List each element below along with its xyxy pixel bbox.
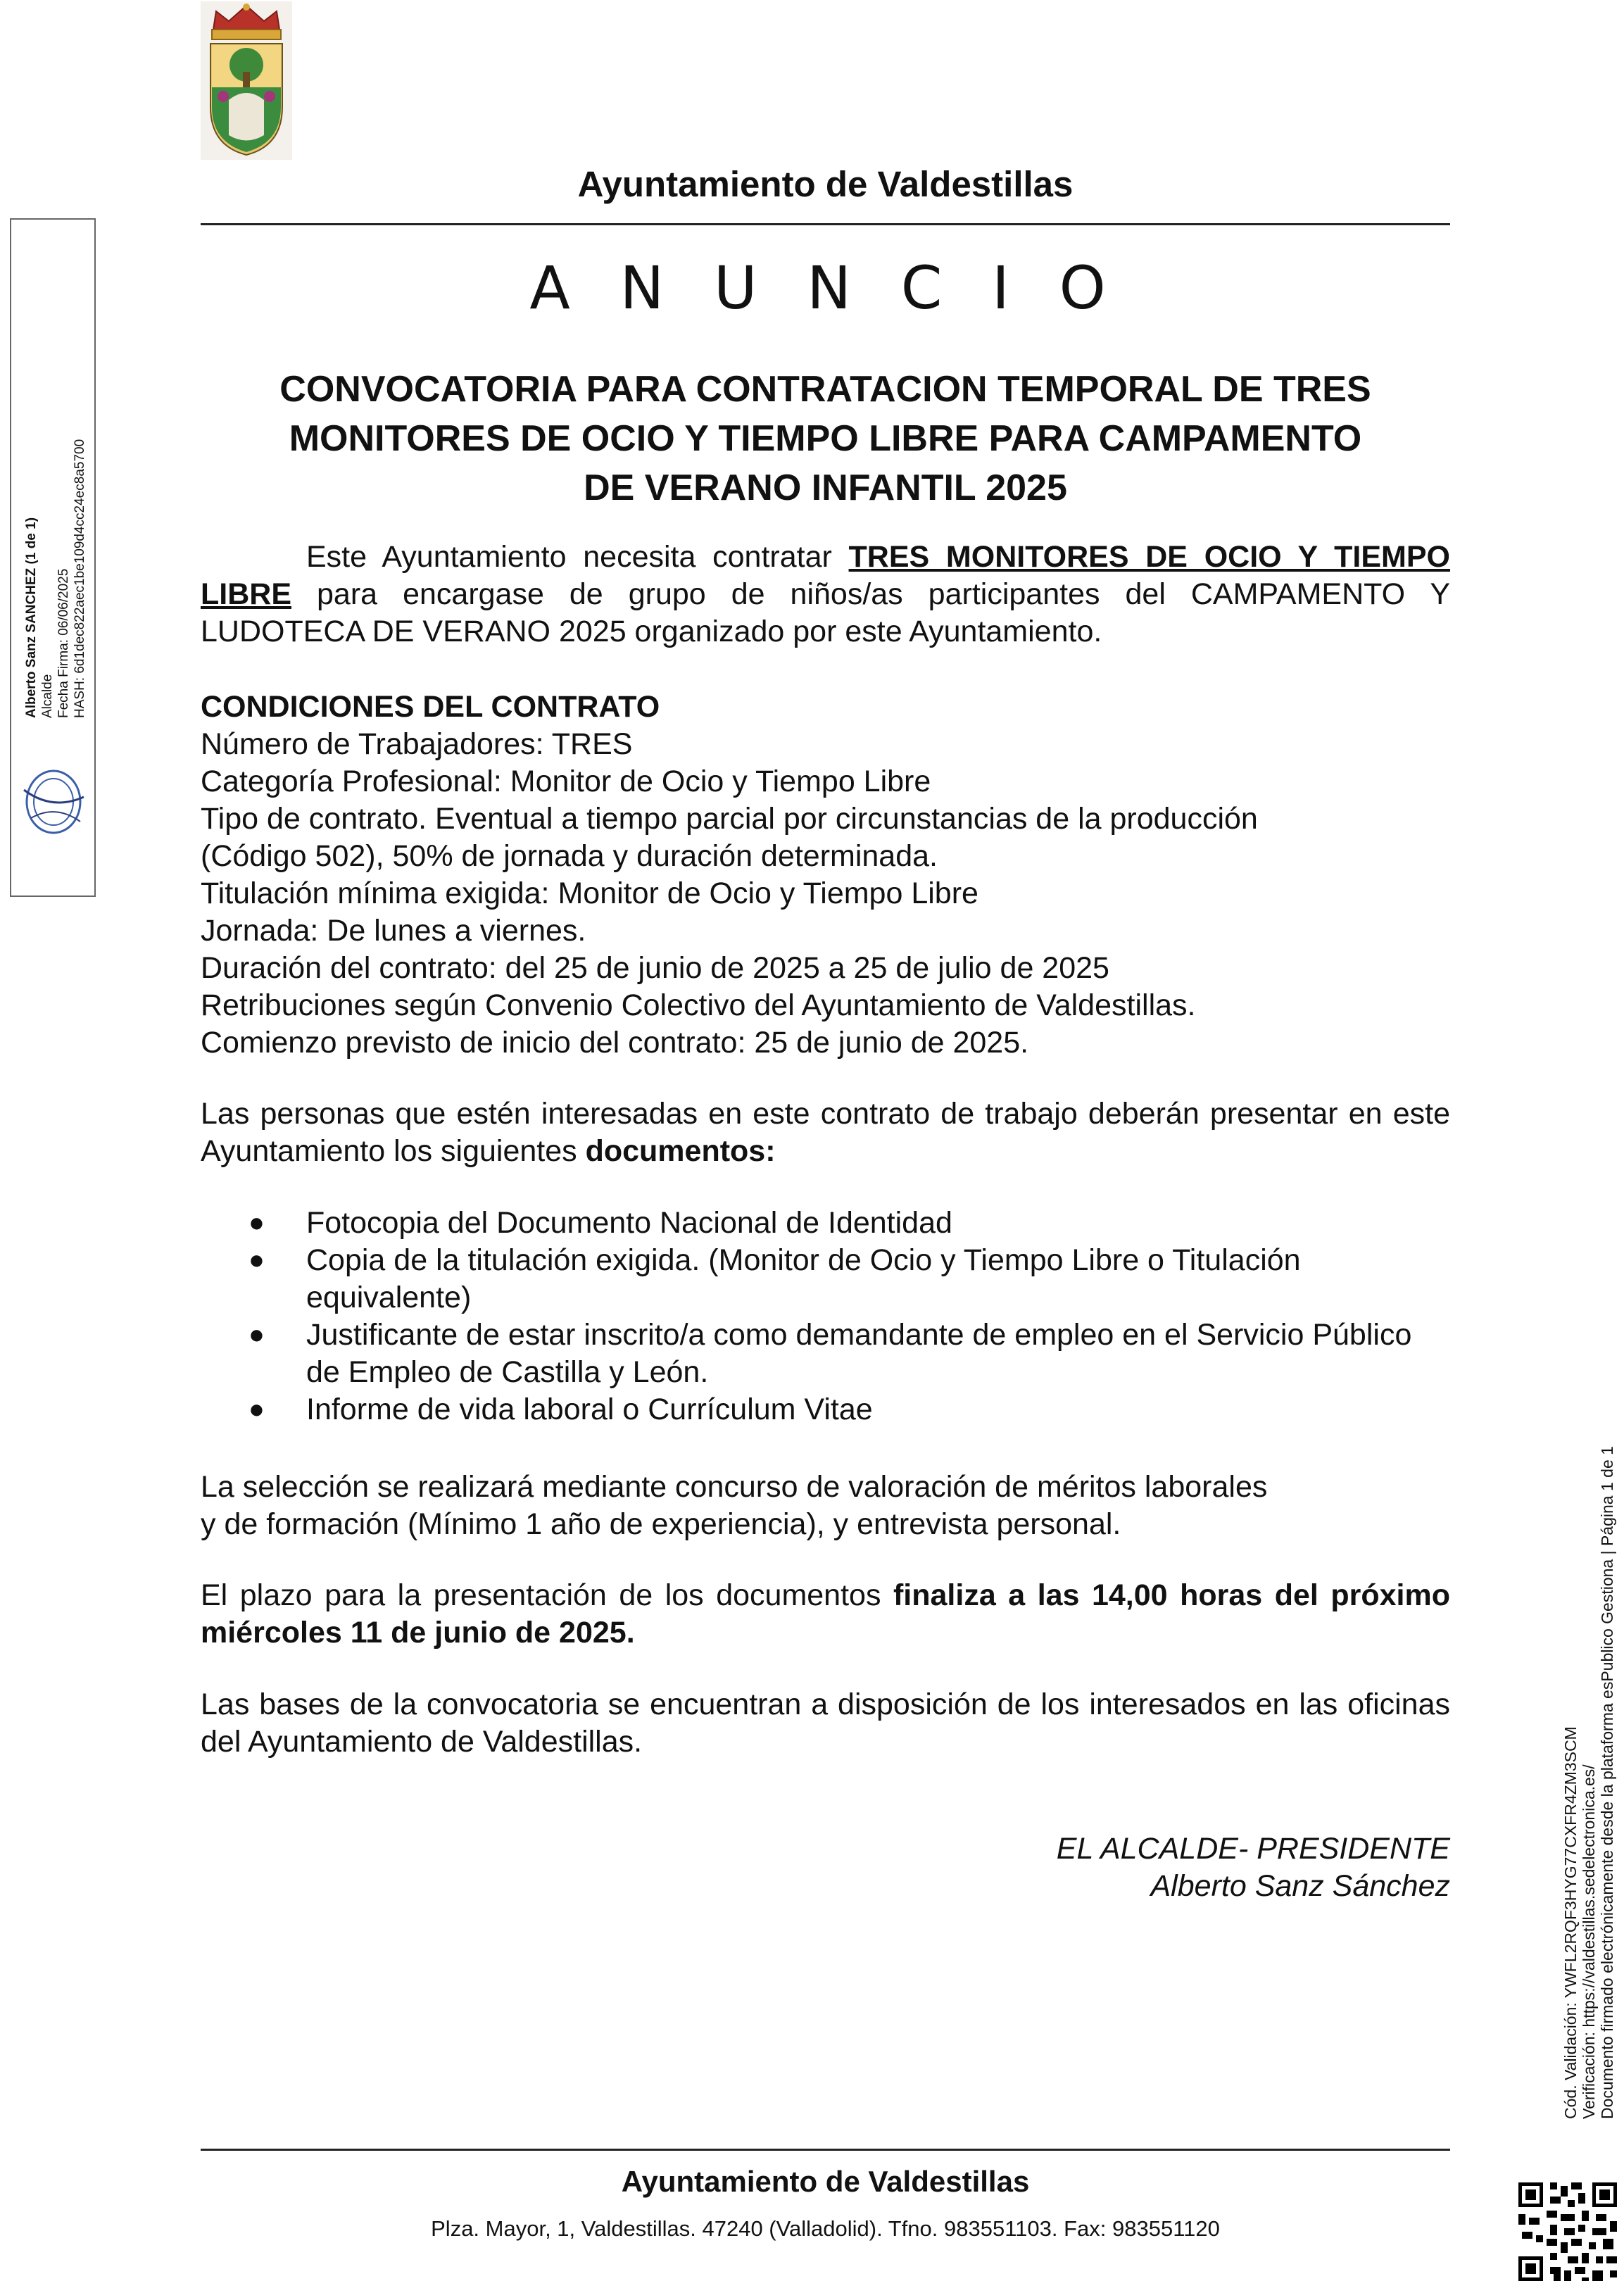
qr-code-icon [1518, 2182, 1617, 2281]
condition-line: Jornada: De lunes a viernes. [201, 914, 586, 948]
heading-line: DE VERANO INFANTIL 2025 [584, 467, 1067, 508]
contract-conditions [201, 689, 1450, 1062]
list-item: ● Fotocopia del Documento Nacional de Identidad [201, 1205, 1450, 1242]
condition-line: (Código 502), 50% de jornada y duración determinada. [201, 839, 938, 873]
signature-block [201, 1830, 1450, 1905]
condition-line: Número de Trabajadores: TRES [201, 727, 633, 761]
condition-line: Duración del contrato: del 25 de junio de 2025 a 25 de julio de 2025 [201, 951, 1109, 985]
condition-line: Categoría Profesional: Monitor de Ocio y Tiempo Libre [201, 765, 931, 798]
header-divider [201, 223, 1450, 225]
required-documents-list [201, 1205, 1450, 1428]
list-item: ● Informe de vida laboral o Currículum Vitae [201, 1391, 1450, 1428]
signer-role: EL ALCALDE- PRESIDENTE [1056, 1832, 1450, 1866]
footer-town: Ayuntamiento de Valdestillas [621, 2165, 1030, 2198]
position-highlight: TRES MONITORES DE OCIO Y TIEMPO LIBRE [201, 540, 1450, 611]
condition-line: Titulación mínima exigida: Monitor de Ocio y Tiempo Libre [201, 876, 978, 910]
condition-line: Tipo de contrato. Eventual a tiempo parcial por circunstancias de la producción [201, 802, 1258, 836]
seal-icon [17, 762, 87, 843]
condition-line: Comienzo previsto de inicio del contrato: 25 de junio de 2025. [201, 1026, 1029, 1060]
selection-paragraph: La selección se realizará mediante concurso de valoración de méritos laborales y de formación (Mínimo 1 año de experiencia), y entrevista personal. [201, 1470, 1268, 1541]
interested-paragraph [201, 1095, 1450, 1170]
announcement-title: A N U N C I O [529, 253, 1121, 322]
heading-line: MONITORES DE OCIO Y TIEMPO LIBRE PARA CAMPAMENTO [289, 418, 1362, 459]
signer-name: Alberto Sanz Sánchez [1150, 1869, 1450, 1903]
bullet-icon: ● [248, 1395, 265, 1424]
deadline-date: finaliza a las 14,00 horas del próximo miércoles 11 de junio de 2025. [201, 1578, 1450, 1650]
bullet-icon: ● [248, 1208, 265, 1238]
footer-address: Plza. Mayor, 1, Valdestillas. 47240 (Valladolid). Tfno. 983551103. Fax: 983551120 [431, 2216, 1220, 2241]
intro-text-end: para encargase de grupo de niños/as participantes del CAMPAMENTO Y LUDOTECA DE VERANO 2025 organizado por este Ayuntamiento. [201, 577, 1450, 648]
list-item: ● Copia de la titulación exigida. (Monitor de Ocio y Tiempo Libre o Titulación equivalente) [248, 1243, 1301, 1314]
validation-info: Cód. Validación: YWFL2RQF3HYG77CXFR4ZM3SCM Verificación: https://valdestillas.sedelectronica.es/ Documento firmado electrónicamente desde la plataforma esPublico Gestiona | Página 1 de 1 [1561, 1446, 1616, 2119]
bullet-icon: ● [248, 1245, 265, 1275]
footer-divider [201, 2149, 1450, 2151]
intro-text: Este Ayuntamiento necesita contratar [306, 540, 849, 574]
condition-line: Retribuciones según Convenio Colectivo del Ayuntamiento de Valdestillas. [201, 988, 1196, 1022]
intro-paragraph [201, 539, 1450, 651]
documents-label: documentos: [585, 1134, 776, 1168]
announcement-heading [201, 365, 1450, 513]
heading-line: CONVOCATORIA PARA CONTRATACION TEMPORAL DE TRES [279, 369, 1371, 410]
bases-paragraph: Las bases de la convocatoria se encuentran a disposición de los interesados en las oficinas del Ayuntamiento de Valdestillas. [201, 1688, 1450, 1759]
page-title: Ayuntamiento de Valdestillas [577, 164, 1074, 204]
municipal-crest [201, 1, 292, 160]
signature-stamp-text: Alberto Sanz SANCHEZ (1 de 1) Alcalde Fecha Firma: 06/06/2025 HASH: 6d1dec822aec1be109d4cc24ec8a5700 [24, 439, 87, 718]
interested-text: Las personas que estén interesadas en este contrato de trabajo deberán presentar en este Ayuntamiento los siguientes [201, 1097, 1450, 1168]
conditions-title: CONDICIONES DEL CONTRATO [201, 690, 660, 724]
bullet-icon: ● [248, 1320, 265, 1350]
list-item: ● Justificante de estar inscrito/a como demandante de empleo en el Servicio Público de Empleo de Castilla y León. [248, 1318, 1412, 1389]
deadline-paragraph: El plazo para la presentación de los documentos finaliza a las 14,00 horas del próximo miércoles 11 de junio de 2025. [201, 1578, 1450, 1650]
